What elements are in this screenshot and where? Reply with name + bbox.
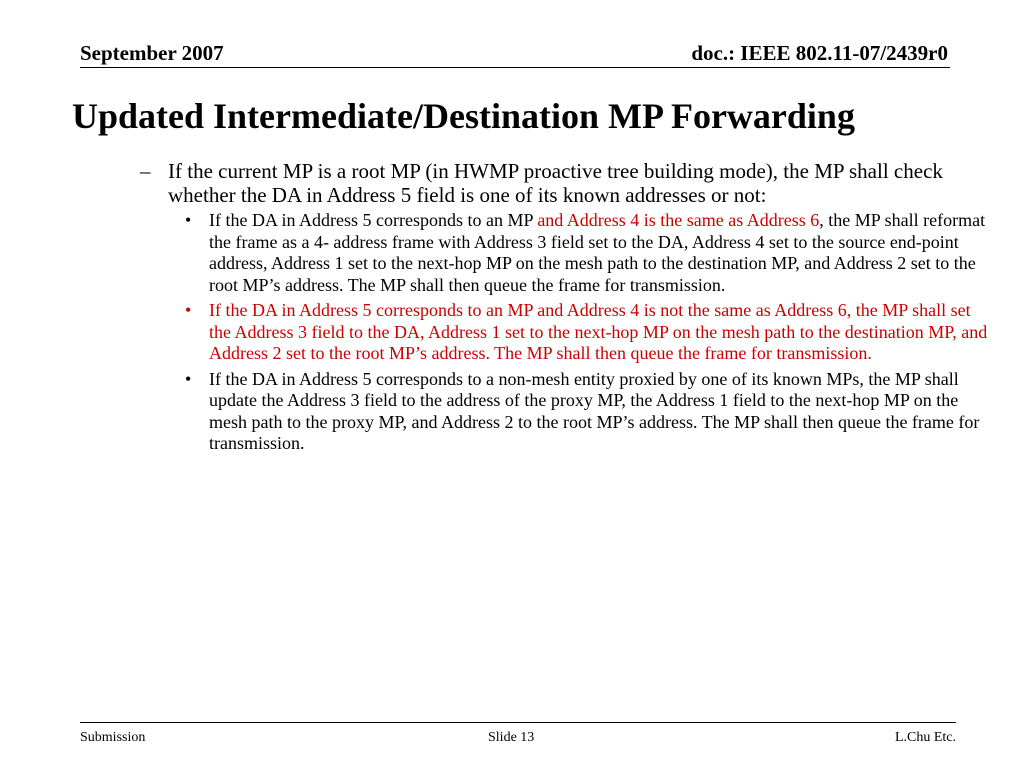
bullet-text-emphasis: and Address 4 is the same as Address 6 <box>537 210 820 230</box>
bullet-dot: • <box>185 210 192 230</box>
bullet-text: If the DA in Address 5 corresponds to a non-mesh entity proxied by one of its known MPs, the MP shall update the Address 3 field to the address of the proxy MP, the Address 1 field to the next-hop MP on the mesh path to the proxy MP, and Address 2 to the root MP’s address. The MP shall then queue the frame for transmission. <box>209 368 980 453</box>
footer-author: L.Chu Etc. <box>894 730 956 745</box>
bullet-dot: • <box>185 368 192 389</box>
bullet-dot: • <box>185 300 192 320</box>
bullet-item <box>181 369 992 455</box>
header-document-id: doc.: IEEE 802.11-07/2439r0 <box>691 41 948 65</box>
bullet-text-part: If the DA in Address 5 corresponds to an MP <box>209 210 538 230</box>
footer-submission: Submission <box>80 730 146 745</box>
header-divider <box>80 67 950 68</box>
footer-slide-number: Slide 13 <box>488 730 535 745</box>
bullet-item <box>181 210 992 296</box>
level1-item <box>140 159 992 207</box>
bullet-text-part: , the MP shall reformat the frame as a 4- address frame with Address 3 field set to the DA, Address 4 set to the source end-point address, Address 1 set to the next-hop MP on the mesh path to the destination MP, and Address 2 set to the root MP’s address. The MP shall then queue the frame for transmission. <box>209 210 986 295</box>
footer-divider <box>80 722 956 723</box>
bullet-list <box>140 210 992 455</box>
bullet-item <box>181 300 992 365</box>
header-date: September 2007 <box>80 41 224 65</box>
bullet-text-emphasis: If the DA in Address 5 corresponds to an MP and Address 4 is not the same as Address 6, the MP shall set the Address 3 field to the DA, Address 1 set to the next-hop MP on the mesh path to the destination MP, and Address 2 set to the root MP’s address. The MP shall then queue the frame for transmission. <box>209 300 988 363</box>
slide-title: Updated Intermediate/Destination MP Forwarding <box>72 96 855 136</box>
slide-body <box>140 159 992 459</box>
level1-text: If the current MP is a root MP (in HWMP proactive tree building mode), the MP shall check whether the DA in Address 5 field is one of its known addresses or not: <box>168 159 943 207</box>
dash-marker: – <box>140 159 151 183</box>
